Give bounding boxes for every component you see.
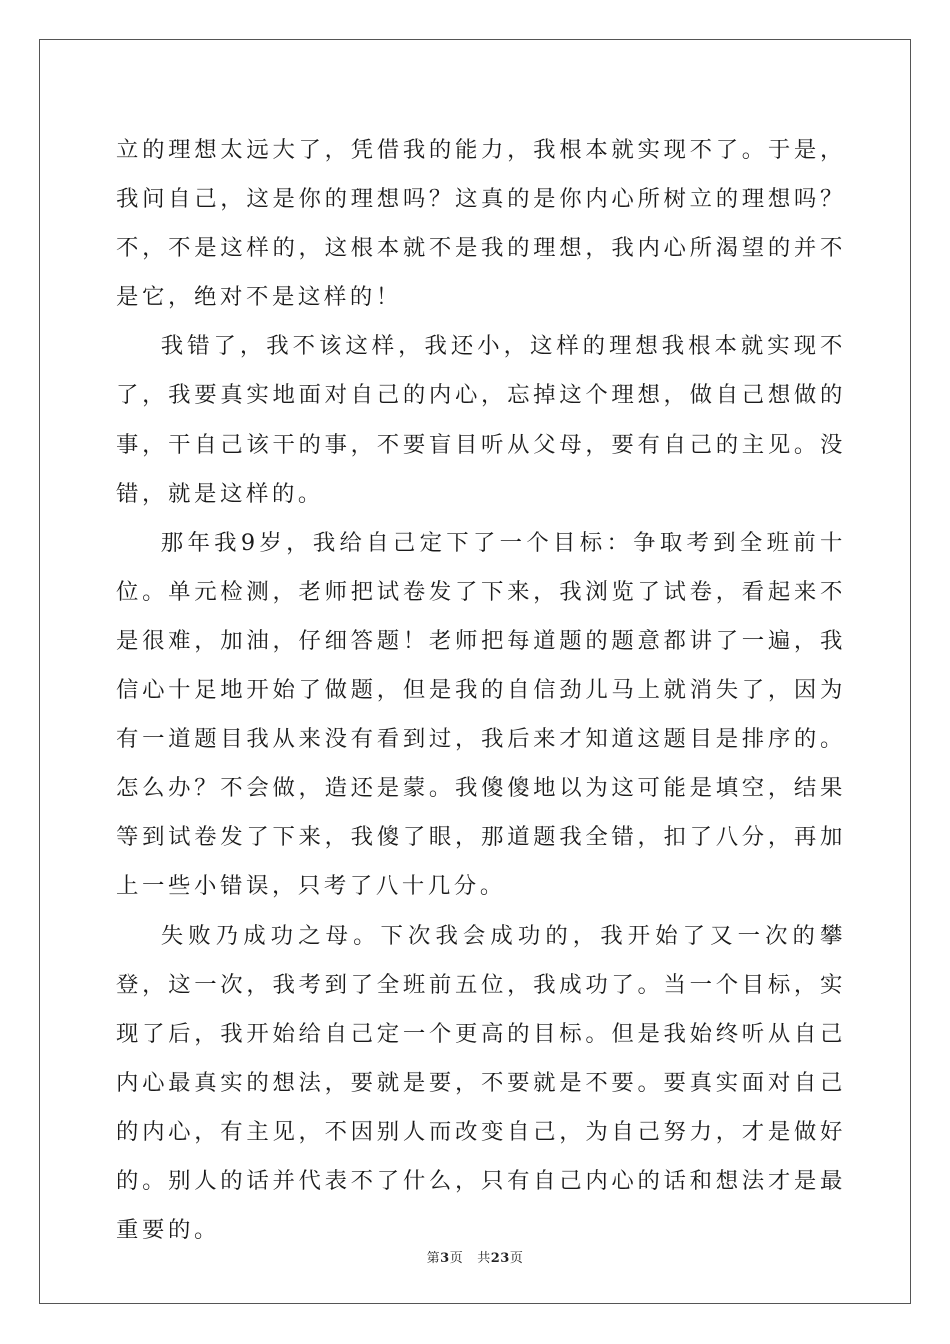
paragraph: 那年我9岁，我给自己定下了一个目标：争取考到全班前十位。单元检测，老师把试卷发了下来，我浏览了试卷，看起来不是很难，加油，仔细答题！老师把每道题的题意都讲了一遍，我信心十足地开始了做题，但是我的自信劲儿马上就消失了，因为有一道题目我从来没有看到过，我后来才知道这题目是排序的。怎么办？不会做，造还是蒙。我傻傻地以为这可能是填空，结果等到试卷发了下来，我傻了眼，那道题我全错，扣了八分，再加上一些小错误，只考了八十几分。: [116, 529, 846, 900]
total-suffix: 页: [509, 1251, 524, 1266]
paragraph: 我错了，我不该这样，我还小，这样的理想我根本就实现不了，我要真实地面对自己的内心，忘掉这个理想，做自己想做的事，干自己该干的事，不要盲目听从父母，要有自己的主见。没错，就是这样的。: [116, 333, 846, 507]
total-pages: 23: [490, 1251, 510, 1266]
paragraph: 立的理想太远大了，凭借我的能力，我根本就实现不了。于是，我问自己，这是你的理想吗？这真的是你内心所树立的理想吗？不，不是这样的，这根本就不是我的理想，我内心所渴望的并不是它，绝对不是这样的！: [116, 137, 846, 311]
page-suffix: 页: [449, 1251, 464, 1266]
total-prefix: 共: [477, 1251, 491, 1266]
page-number: 3: [440, 1251, 450, 1266]
page-prefix: 第: [426, 1251, 441, 1266]
paragraph: 失败乃成功之母。下次我会成功的，我开始了又一次的攀登，这一次，我考到了全班前五位，我成功了。当一个目标，实现了后，我开始给自己定一个更高的目标。但是我始终听从自己内心最真实的想法，要就是要，不要就是不要。要真实面对自己的内心，有主见，不因别人而改变自己，为自己努力，才是做好的。别人的话并代表不了什么，只有自己内心的话和想法才是最重要的。: [116, 922, 846, 1244]
page-footer: [0, 1247, 950, 1266]
document-body: [116, 126, 846, 1255]
